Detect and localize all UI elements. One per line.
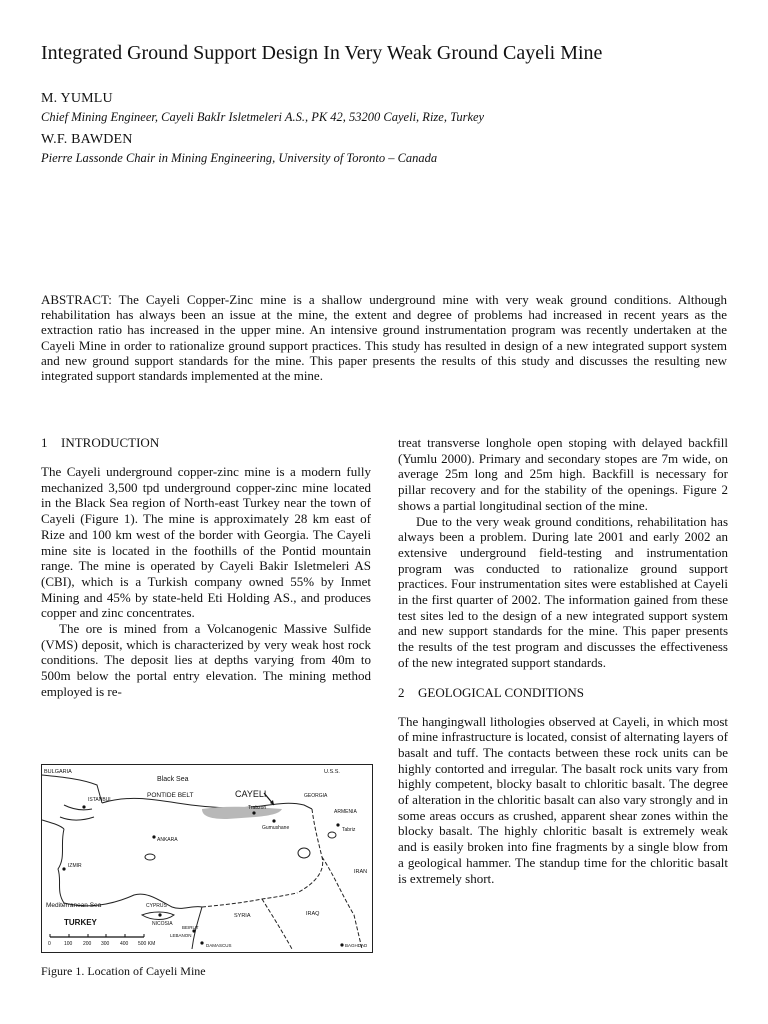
section-title: GEOLOGICAL CONDITIONS bbox=[418, 684, 584, 700]
left-column bbox=[41, 435, 371, 700]
label-damascus: DAMASCUS bbox=[206, 943, 232, 948]
label-istanbul: ISTANBUL bbox=[88, 797, 113, 803]
label-cayeli: CAYELI bbox=[235, 789, 267, 799]
scale-label: 500 KM bbox=[138, 941, 156, 947]
label-mediterranean-sea: Mediterranean Sea bbox=[46, 902, 102, 909]
author-affiliation-2: Pierre Lassonde Chair in Mining Engineering, University of Toronto – Canada bbox=[41, 151, 438, 165]
gumushane-dot bbox=[272, 819, 275, 822]
section-heading-introduction bbox=[41, 435, 371, 451]
label-nicosia: NICOSIA bbox=[152, 921, 173, 927]
location-map bbox=[42, 765, 372, 952]
label-ussr: U.S.S. bbox=[324, 769, 340, 775]
label-georgia: GEORGIA bbox=[304, 793, 328, 799]
label-turkey: TURKEY bbox=[64, 918, 97, 927]
scale-label: 300 bbox=[101, 941, 110, 947]
intro-paragraph-1: The Cayeli underground copper-zinc mine is a modern fully mechanized 3,500 tpd underground copper-zinc mine located in the Black Sea region of North-east Turkey near the town of Cayeli (Figure 1). The mine is approximately 28 km east of Rize and 100 km west of the border with Georgia. The Cayeli mine site is located in the foothills of the Pontid mountain range. The mine is operated by Cayeli Bakir Isletmeleri AS (CBI), which is a Turkish company owned 55% by Inmet Mining and 45% by state-held Eti Holding AS., and produces copper and zinc concentrates. bbox=[41, 464, 371, 621]
scale-label: 400 bbox=[120, 941, 129, 947]
label-tabriz: Tabriz bbox=[342, 827, 356, 833]
scale-label: 100 bbox=[64, 941, 73, 947]
tabriz-dot bbox=[336, 823, 339, 826]
figure-1-map bbox=[41, 764, 373, 953]
right-column bbox=[398, 435, 728, 886]
paper-title: Integrated Ground Support Design In Very Weak Ground Cayeli Mine bbox=[41, 42, 603, 64]
izmir-dot bbox=[62, 867, 65, 870]
trabzon-dot bbox=[252, 811, 255, 814]
label-ankara: ANKARA bbox=[157, 837, 178, 843]
label-baghdad: BAGHDAD bbox=[345, 943, 368, 948]
baghdad-dot bbox=[340, 943, 343, 946]
label-cyprus: CYPRUS bbox=[146, 903, 167, 909]
label-iraq: IRAQ bbox=[306, 911, 320, 917]
label-black-sea: Black Sea bbox=[157, 776, 189, 783]
istanbul-dot bbox=[82, 805, 85, 808]
damascus-dot bbox=[200, 941, 203, 944]
label-pontide-belt: PONTIDE BELT bbox=[147, 792, 194, 799]
label-syria: SYRIA bbox=[234, 913, 251, 919]
section-title: INTRODUCTION bbox=[61, 435, 160, 450]
abstract: ABSTRACT: The Cayeli Copper-Zinc mine is a shallow underground mine with very weak ground conditions. Although rehabilitation has always been an issue at the mine, the extent and degree of problems had increased in recent years as the extraction ratio has increased in the upper mine. An intensive ground instrumentation program was recently undertaken at the Cayeli Mine in order to rationalize ground support practices. This study has resulted in design of a new integrated support system and new ground support standards for the mine. This paper presents the results of this study and discusses the resulting new integrated support standards implemented at the mine. bbox=[41, 292, 727, 384]
ankara-dot bbox=[152, 835, 155, 838]
geology-paragraph-1: The hangingwall lithologies observed at Cayeli, in which most of mine infrastructure is located, consist of alternating layers of basalt and tuff. The contacts between these rock units can be highly contorted and irregular. The basalt rock units vary from highly competent, blocky basalt to chloritic basalt. The degree of alteration in the chloritic basalt can also vary strongly and in some areas occurs as crushed, apparent shear zones within the blocky basalt. The highly chloritic basalt is extremely weak and is easily broken into fine fragments by a single blow from a geological hammer. The standup time for the chloritic basalt is extremely short. bbox=[398, 713, 728, 886]
section-number: 2 bbox=[398, 684, 405, 700]
intro-paragraph-3: Due to the very weak ground conditions, rehabilitation has always been a problem. During late 2001 and early 2002 an extensive underground field-testing and instrumentation program was conducted to rationalize ground support practices. Four instrumentation sites were established at Cayeli in the first quarter of 2002. The information gained from these test sites led to the design of a new integrated support system and new support standards for the mine. This paper presents the results of the test program and discusses the effectiveness of the new integrated support standards. bbox=[398, 513, 728, 670]
label-trabzon: Trabzon bbox=[248, 805, 267, 811]
figure-1-caption: Figure 1. Location of Cayeli Mine bbox=[41, 964, 206, 978]
intro-paragraph-2: The ore is mined from a Volcanogenic Massive Sulfide (VMS) deposit, which is characterized by very weak host rock conditions. The deposit lies at depths varying from 40m to 500m below the portal entry elevation. The mining method employed is re- bbox=[41, 621, 371, 699]
nicosia-dot bbox=[158, 913, 161, 916]
intro-paragraph-2-continued: treat transverse longhole open stoping with delayed backfill (Yumlu 2000). Primary and secondary stopes are 7m wide, on average 25m long and 25m high. Backfill is necessary for pillar recovery and for the stability of the openings. Figure 2 shows a partial longitudinal section of the mine. bbox=[398, 435, 728, 513]
label-lebanon: LEBANON bbox=[170, 933, 192, 938]
label-iran: IRAN bbox=[354, 869, 368, 875]
label-gumushane: Gumushane bbox=[262, 825, 290, 831]
label-izmir: IZMIR bbox=[68, 863, 82, 869]
section-heading-geological-conditions bbox=[398, 685, 728, 701]
section-number: 1 bbox=[41, 435, 48, 450]
scale-label: 0 bbox=[48, 941, 51, 947]
scale-label: 200 bbox=[83, 941, 92, 947]
label-bulgaria: BULGARIA bbox=[44, 769, 72, 775]
author-affiliation-1: Chief Mining Engineer, Cayeli BakIr Isletmeleri A.S., PK 42, 53200 Cayeli, Rize, Turkey bbox=[41, 110, 485, 124]
label-armenia: ARMENIA bbox=[334, 809, 357, 815]
label-beirut: BEIRUT bbox=[182, 925, 199, 930]
author-name-1: M. YUMLU bbox=[41, 91, 113, 106]
author-name-2: W.F. BAWDEN bbox=[41, 132, 133, 147]
